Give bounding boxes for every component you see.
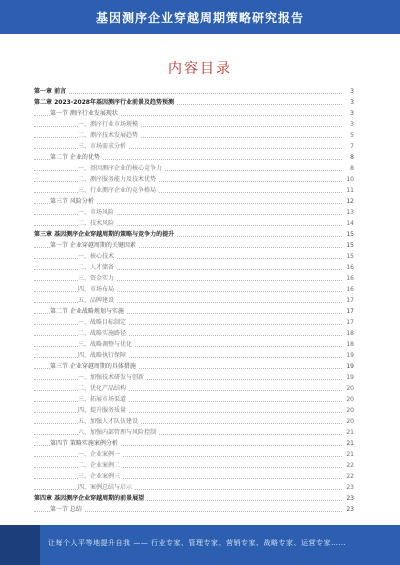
toc-entry-title: 三、资金实力 xyxy=(78,275,115,282)
toc-entry[interactable] xyxy=(34,482,354,493)
toc-entry-page: 21 xyxy=(346,451,354,458)
toc-entry-page: 21 xyxy=(346,440,354,447)
toc-entry-title: 第二节 企业的优势 xyxy=(50,154,100,161)
toc-entry-title: 一、企业案例一 xyxy=(78,451,121,458)
toc-entry[interactable] xyxy=(34,251,354,262)
toc-entry-title: 第二章 2023-2028年基因测序行业前景及趋势预测 xyxy=(34,99,174,106)
toc-entry-title: 四、市场布局 xyxy=(78,286,115,293)
toc-entry-page: 16 xyxy=(346,286,354,293)
toc-entry-title: 二、人才储备 xyxy=(78,264,115,271)
toc-entry[interactable] xyxy=(34,229,354,240)
toc-entry-page: 20 xyxy=(346,396,354,403)
toc-entry-page: 17 xyxy=(346,297,354,304)
toc-entry-page: 17 xyxy=(346,308,354,315)
toc-entry-page: 19 xyxy=(346,352,354,359)
toc-entry-page: 14 xyxy=(346,220,354,227)
toc-entry[interactable] xyxy=(34,284,354,295)
toc-entry-page: 13 xyxy=(346,209,354,216)
toc-entry-title: 五、加强人才队伍建设 xyxy=(78,418,139,425)
toc-entry-title: 一、测序行业市场规模 xyxy=(78,121,139,128)
toc-entry[interactable] xyxy=(34,416,354,427)
toc-entry-page: 21 xyxy=(346,429,354,436)
toc-entry-page: 7 xyxy=(350,143,354,150)
toc-entry-page: 23 xyxy=(346,495,354,502)
toc-entry[interactable] xyxy=(34,372,354,383)
toc-entry-title: 二、优化产品结构 xyxy=(78,385,127,392)
toc-entry[interactable] xyxy=(34,130,354,141)
footer-bar xyxy=(0,525,400,565)
footer-text: 让每个人平等地提升自我 —— 行业专家、管理专家、营销专家、战略专家、运营专家…… xyxy=(48,539,346,547)
toc-entry-title: 三、战略调整与优化 xyxy=(78,341,133,348)
toc-entry[interactable] xyxy=(34,295,354,306)
toc-entry-title: 四、战略执行保障 xyxy=(78,352,127,359)
toc-entry-title: 第一节 企业穿越周期的关键因素 xyxy=(50,242,136,249)
toc-entry[interactable] xyxy=(34,339,354,350)
header-bar xyxy=(0,0,400,34)
toc-entry-title: 第一节 总结 xyxy=(50,506,82,513)
toc-entry-title: 第四节 策略实施案例分析 xyxy=(50,440,118,447)
toc-entry-title: 二、技术风险 xyxy=(78,220,115,227)
toc-entry[interactable] xyxy=(34,449,354,460)
toc-entry[interactable] xyxy=(34,504,354,515)
toc-entry-page: 23 xyxy=(346,506,354,513)
toc-entry-page: 8 xyxy=(350,154,354,161)
toc-entry-title: 一、市场风险 xyxy=(78,209,115,216)
toc-entry[interactable] xyxy=(34,405,354,416)
report-title: 基因测序企业穿越周期策略研究报告 xyxy=(95,11,304,25)
toc-entry-page: 16 xyxy=(346,264,354,271)
toc-entry-title: 四、案例总结与启示 xyxy=(78,484,133,491)
toc-entry-title: 第三节 企业穿越周期的具体措施 xyxy=(50,363,136,370)
toc-entry-title: 二、测序服务能力及技术优势 xyxy=(78,176,157,183)
toc-entry[interactable] xyxy=(34,108,354,119)
toc-entry[interactable] xyxy=(34,383,354,394)
toc-entry[interactable] xyxy=(34,152,354,163)
toc-entry-title: 三、拓展市场渠道 xyxy=(78,396,127,403)
toc-entry-page: 3 xyxy=(350,88,354,95)
toc-entry-title: 第二节 企业战略规划与实施 xyxy=(50,308,124,315)
toc-entry-title: 一、战略目标制定 xyxy=(78,319,127,326)
toc-entry[interactable] xyxy=(34,361,354,372)
toc-entry-page: 10 xyxy=(346,176,354,183)
toc-entry[interactable] xyxy=(34,174,354,185)
toc-entry-page: 15 xyxy=(346,242,354,249)
toc-entry-title: 第四章 基因测序企业穿越周期的前景展望 xyxy=(34,495,145,502)
toc-entry-page: 20 xyxy=(346,385,354,392)
toc-entry-page: 8 xyxy=(350,165,354,172)
toc-entry-page: 5 xyxy=(350,132,354,139)
toc-entry[interactable] xyxy=(34,427,354,438)
toc-entry[interactable] xyxy=(34,141,354,152)
toc-entry-page: 3 xyxy=(350,99,354,106)
toc-entry[interactable] xyxy=(34,86,354,97)
toc-entry-page: 19 xyxy=(346,363,354,370)
toc-entry[interactable] xyxy=(34,394,354,405)
toc-entry[interactable] xyxy=(34,493,354,504)
toc-entry-title: 二、测序技术发展趋势 xyxy=(78,132,139,139)
toc-entry-title: 二、战略实施路径 xyxy=(78,330,127,337)
toc-entry-title: 六、加强内部管理与风险控制 xyxy=(78,429,157,436)
toc-entry-title: 一、基因测序企业的核心竞争力 xyxy=(78,165,163,172)
toc-entry-title: 三、市场需求分析 xyxy=(78,143,127,150)
toc-entry[interactable] xyxy=(34,207,354,218)
toc-entry[interactable] xyxy=(34,460,354,471)
toc-entry[interactable] xyxy=(34,471,354,482)
toc-entry-page: 22 xyxy=(346,462,354,469)
toc-entry[interactable] xyxy=(34,328,354,339)
toc-entry-page: 12 xyxy=(346,198,354,205)
toc-entry-page: 18 xyxy=(346,330,354,337)
toc-entry[interactable] xyxy=(34,317,354,328)
page-title: 内容目录 xyxy=(168,61,232,77)
toc-entry[interactable] xyxy=(34,306,354,317)
toc-entry-title: 三、行业测序企业的竞争格局 xyxy=(78,187,157,194)
toc-entry-page: 18 xyxy=(346,341,354,348)
toc-entry-page: 20 xyxy=(346,418,354,425)
toc-entry-title: 第三章 基因测序企业穿越周期的策略与竞争力的提升 xyxy=(34,231,175,238)
toc-entry[interactable] xyxy=(34,273,354,284)
toc-entry-page: 20 xyxy=(346,407,354,414)
toc-entry[interactable] xyxy=(34,262,354,273)
toc-entry[interactable] xyxy=(34,350,354,361)
toc-entry-title: 五、品牌建设 xyxy=(78,297,115,304)
toc-entry-page: 3 xyxy=(350,121,354,128)
toc-entry-title: 四、提升服务质量 xyxy=(78,407,127,414)
toc-leader-dots xyxy=(34,93,342,94)
toc-entry-title: 第一节 测序行业发展现状 xyxy=(50,110,118,117)
toc-entry-title: 第一章 前言 xyxy=(34,88,67,95)
toc-entry[interactable] xyxy=(34,163,354,174)
toc-entry-title: 第三节 风险分析 xyxy=(50,198,94,205)
toc-entry-title: 二、企业案例二 xyxy=(78,462,121,469)
footer-accent xyxy=(0,525,40,565)
toc-entry-page: 15 xyxy=(346,231,354,238)
toc-entry[interactable] xyxy=(34,240,354,251)
toc-entry-title: 一、加强技术研发与创新 xyxy=(78,374,145,381)
toc-entry-page: 22 xyxy=(346,473,354,480)
toc-entry-title: 一、核心技术 xyxy=(78,253,115,260)
toc-entry[interactable] xyxy=(34,185,354,196)
toc-entry-page: 17 xyxy=(346,319,354,326)
toc-entry-page: 23 xyxy=(346,484,354,491)
toc-entry[interactable] xyxy=(34,218,354,229)
toc-entry[interactable] xyxy=(34,97,354,108)
toc-entry[interactable] xyxy=(34,438,354,449)
toc-entry-page: 11 xyxy=(346,187,354,194)
toc-entry-title: 三、企业案例三 xyxy=(78,473,121,480)
toc-entry[interactable] xyxy=(34,119,354,130)
toc-entry-page: 19 xyxy=(346,374,354,381)
table-of-contents xyxy=(34,86,354,515)
toc-entry[interactable] xyxy=(34,196,354,207)
toc-entry-page: 16 xyxy=(346,275,354,282)
toc-entry-page: 3 xyxy=(350,110,354,117)
toc-entry-page: 15 xyxy=(346,253,354,260)
